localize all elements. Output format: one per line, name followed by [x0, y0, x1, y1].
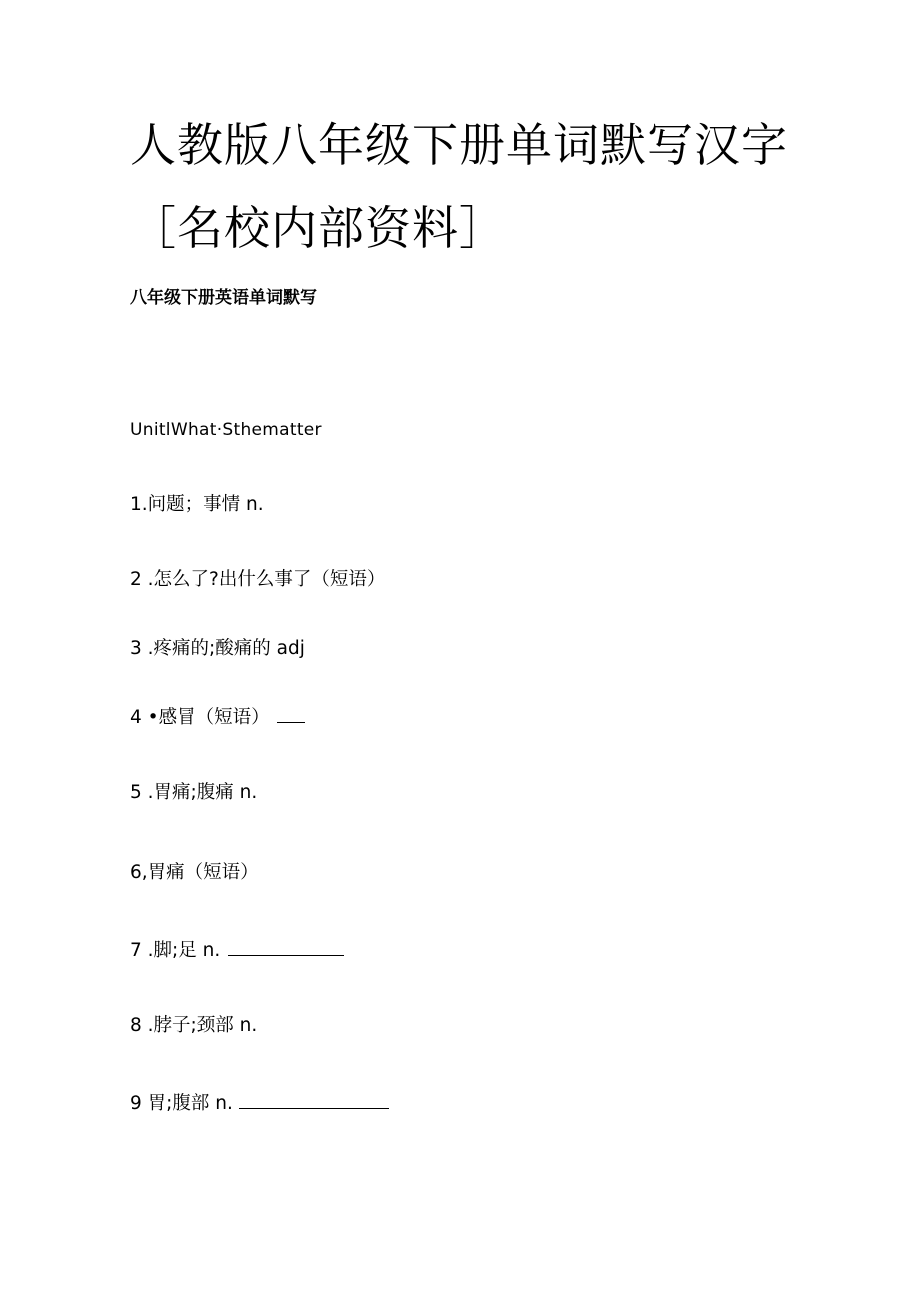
- vocab-item: [130, 782, 257, 804]
- vocab-item-text: 6,胃痛（短语）: [130, 862, 259, 883]
- vocab-item-text: 8 .脖子;颈部 n.: [130, 1015, 258, 1036]
- answer-blank[interactable]: [277, 706, 305, 723]
- answer-blank[interactable]: [239, 1092, 389, 1109]
- document-title-line-2: ［名校内部资料］: [130, 201, 506, 255]
- vocab-item: [130, 939, 344, 962]
- vocab-item: [130, 1092, 389, 1115]
- vocab-item-text: 1.问题；事情 n.: [130, 494, 264, 515]
- vocab-item-text: 2 .怎么了?出什么事了（短语）: [130, 569, 386, 590]
- vocab-item: [130, 1015, 257, 1037]
- vocab-item: [130, 569, 385, 591]
- answer-blank[interactable]: [228, 939, 344, 956]
- vocab-item-text: 7 .脚;足 n.: [130, 940, 221, 961]
- document-title-line-1: 人教版八年级下册单词默写汉字: [130, 118, 788, 172]
- vocab-item: [130, 706, 305, 729]
- vocab-item: [130, 494, 264, 516]
- vocab-item-text: 9 胃;腹部 n.: [130, 1093, 233, 1114]
- document-subtitle: 八年级下册英语单词默写: [130, 288, 317, 308]
- vocab-item-text: 5 .胃痛;腹痛 n.: [130, 782, 258, 803]
- vocab-item-text: 4 •感冒（短语）: [130, 707, 270, 728]
- vocab-item-text: 3 .疼痛的;酸痛的 adj: [130, 638, 305, 659]
- vocab-item: [130, 862, 259, 884]
- vocab-item: [130, 638, 305, 660]
- unit-heading: UnitlWhat·Sthematter: [130, 420, 322, 440]
